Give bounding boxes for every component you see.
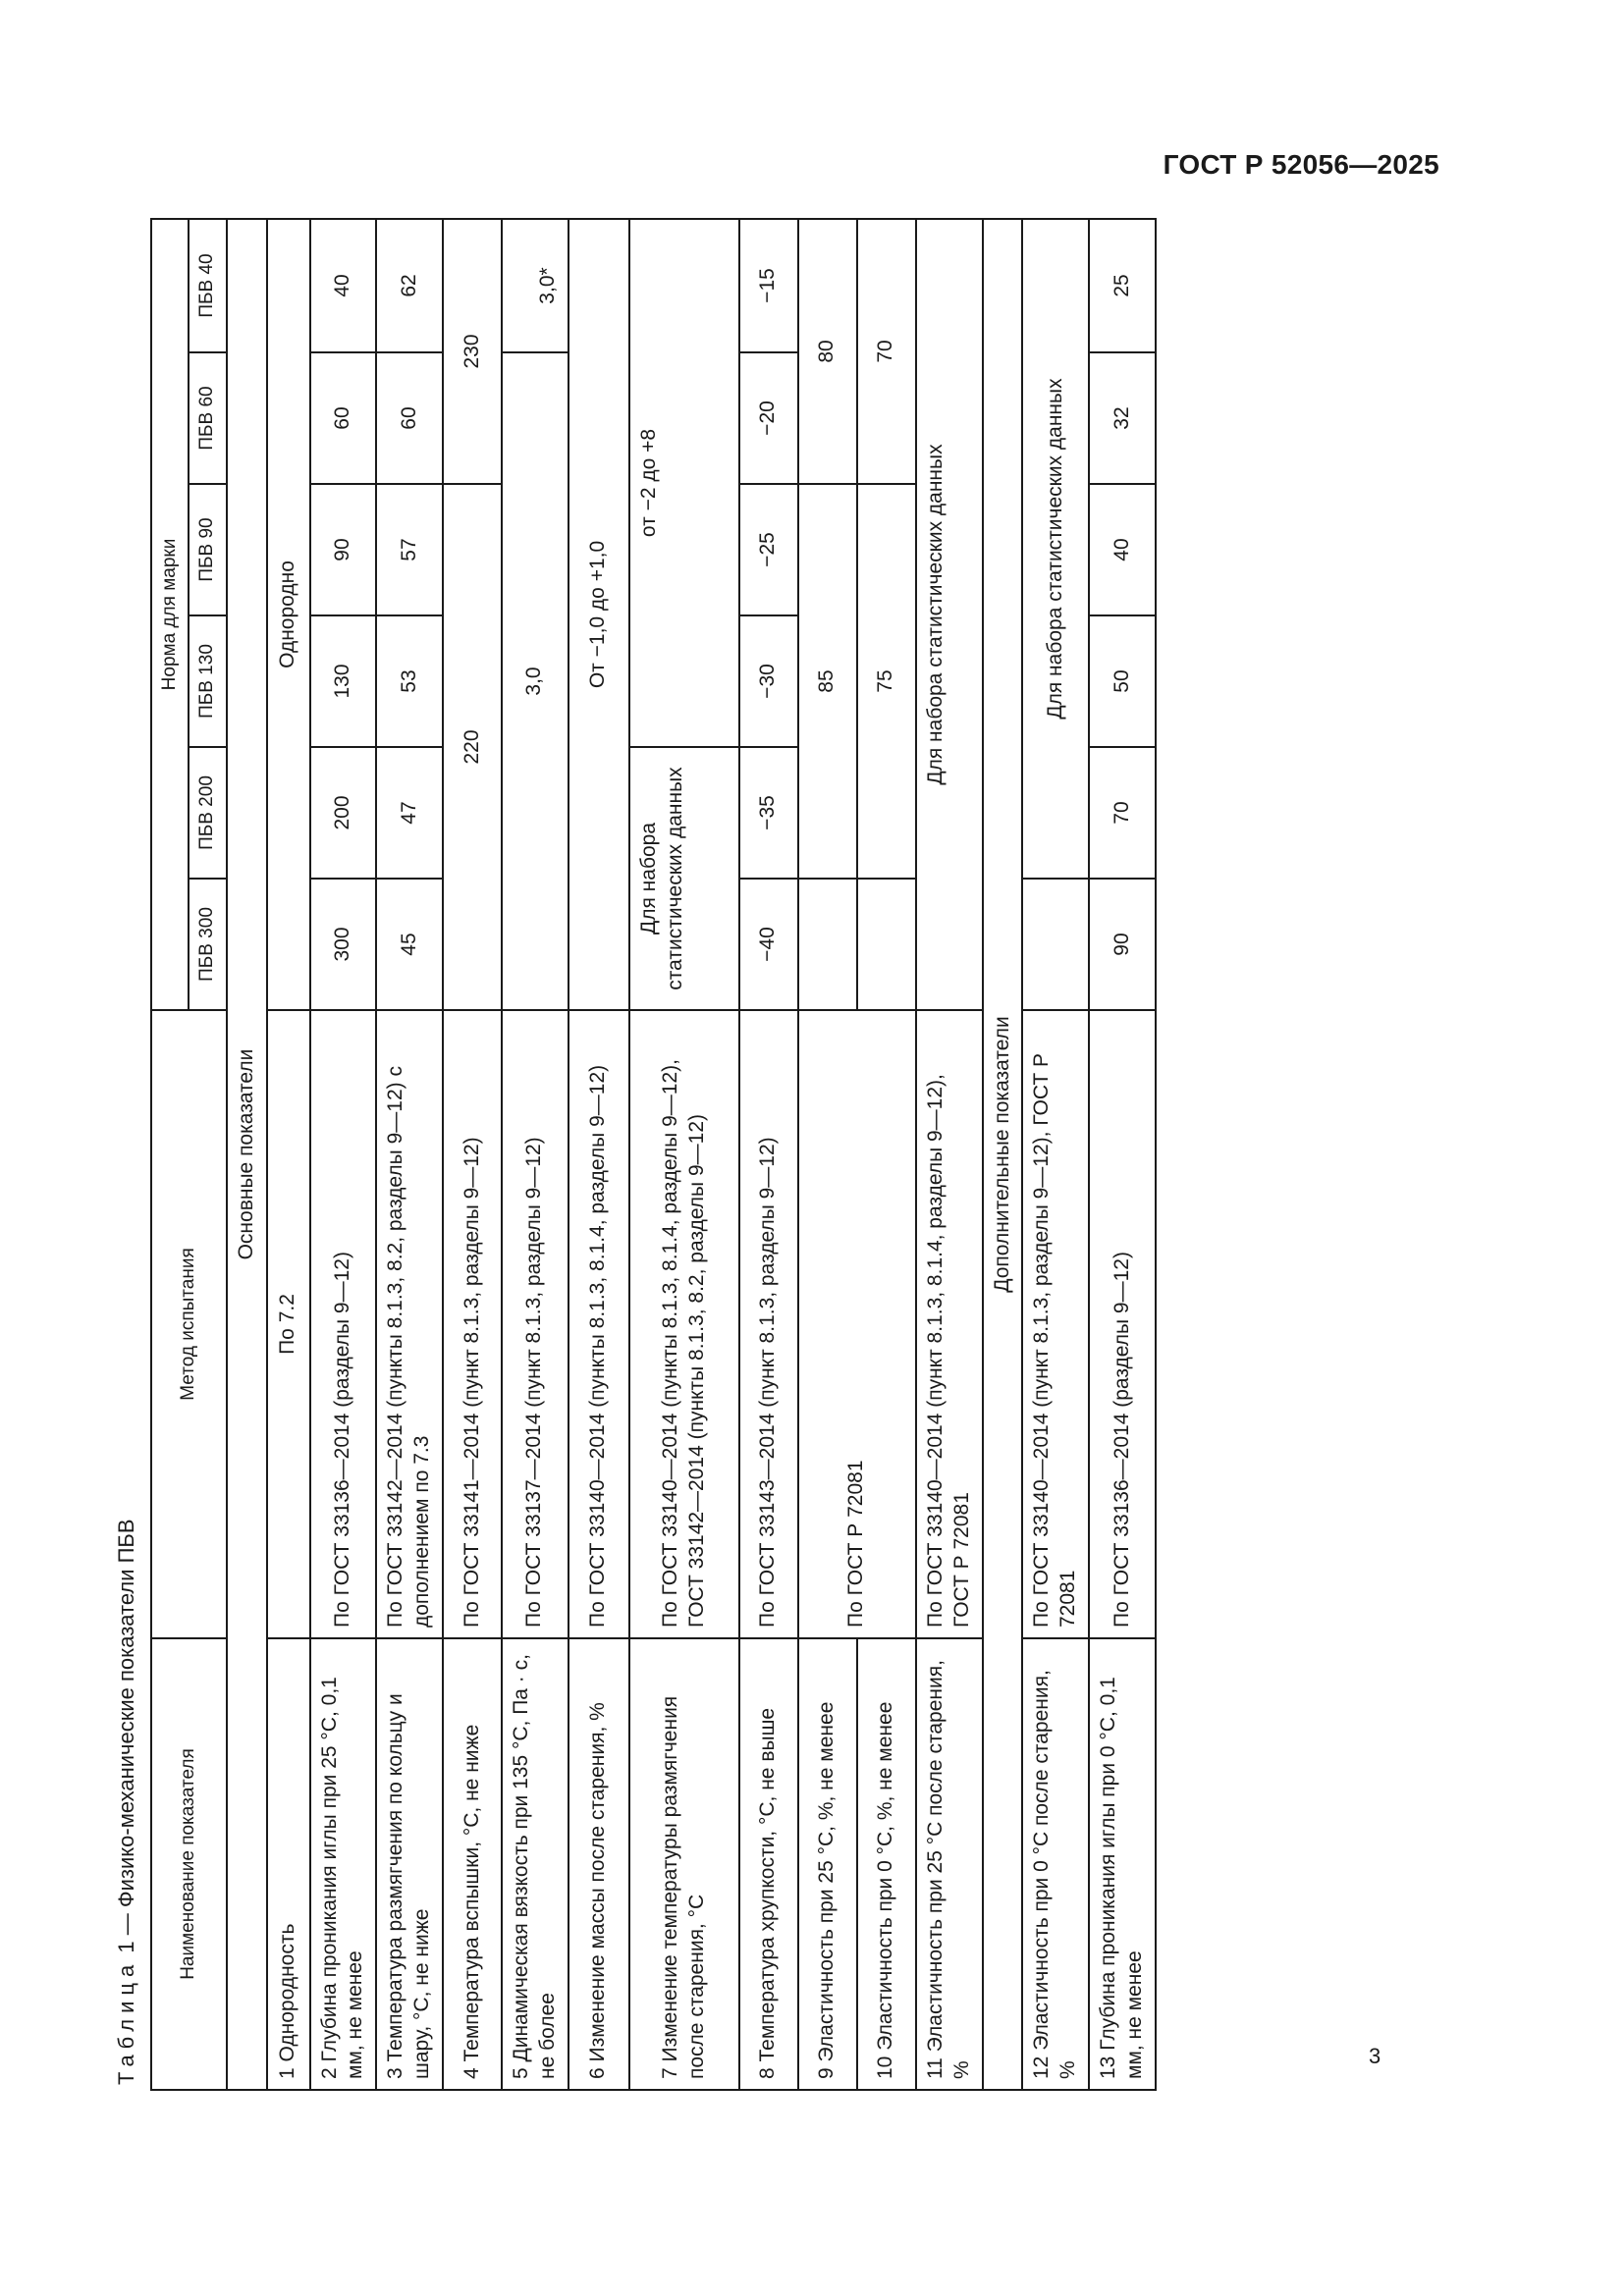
- row-name: 7 Изменение температуры размягчения после старения, °С: [629, 1638, 739, 2090]
- properties-table: [150, 218, 1157, 2091]
- row-value: Однородно: [267, 219, 310, 1010]
- row-name: 1 Однородность: [267, 1638, 310, 2090]
- row-value: 200: [310, 747, 377, 879]
- row-value-blank: [798, 879, 857, 1010]
- table-row: [916, 219, 983, 2090]
- row-value: 40: [310, 219, 377, 352]
- row-method: По ГОСТ 33136—2014 (разделы 9—12): [1089, 1010, 1156, 1638]
- row-value: от −2 до +8: [629, 219, 739, 747]
- row-value: 45: [376, 879, 443, 1010]
- grade-header: ПБВ 130: [189, 615, 226, 747]
- row-name: 13 Глубина проникания иглы при 0 °С, 0,1 мм, не менее: [1089, 1638, 1156, 2090]
- row-name: 8 Температура хрупкости, °С, не выше: [739, 1638, 798, 2090]
- table-row: [376, 219, 443, 2090]
- table-row: [443, 219, 502, 2090]
- row-method: По ГОСТ 33141—2014 (пункт 8.1.3, разделы 9—12): [443, 1010, 502, 1638]
- row-value: 32: [1089, 352, 1156, 484]
- row-value: 130: [310, 615, 377, 747]
- grade-header: ПБВ 90: [189, 484, 226, 615]
- row-name: 5 Динамическая вязкость при 135 °С, Па · с, не более: [502, 1638, 568, 2090]
- row-value: 53: [376, 615, 443, 747]
- grade-header: ПБВ 40: [189, 219, 226, 352]
- row-value: 90: [1089, 879, 1156, 1010]
- row-name: 4 Температура вспышки, °С, не ниже: [443, 1638, 502, 2090]
- col-norm-header: Норма для марки: [151, 219, 189, 1010]
- row-value: Для набора статистических данных: [1022, 219, 1089, 879]
- table-row: [502, 219, 568, 2090]
- row-method: По ГОСТ 33137—2014 (пункт 8.1.3, разделы 9—12): [502, 1010, 568, 1638]
- row-value: Для набора статистических данных: [629, 747, 739, 1010]
- row-method: По ГОСТ 33143—2014 (пункт 8.1.3, разделы 9—12): [739, 1010, 798, 1638]
- section-row: [227, 219, 267, 2090]
- table-row: [310, 219, 377, 2090]
- row-value: 300: [310, 879, 377, 1010]
- table-row: [798, 219, 857, 2090]
- row-value: 25: [1089, 219, 1156, 352]
- row-method: По ГОСТ 33142—2014 (пункты 8.1.3, 8.2, разделы 9—12) с дополнением по 7.3: [376, 1010, 443, 1638]
- section-main-title: Основные показатели: [227, 219, 267, 2090]
- row-value-blank: [1022, 879, 1089, 1010]
- row-value: 70: [1089, 747, 1156, 879]
- row-value: −15: [739, 219, 798, 352]
- caption-label: Таблица: [114, 1958, 138, 2085]
- row-value: 57: [376, 484, 443, 615]
- row-name: 12 Эластичность при 0 °С после старения, %: [1022, 1638, 1089, 2090]
- row-method: По ГОСТ 33140—2014 (пункт 8.1.3, разделы 9—12), ГОСТ Р 72081: [1022, 1010, 1089, 1638]
- row-value: Для набора статистических данных: [916, 219, 983, 1010]
- caption-number: 1: [114, 1941, 138, 1953]
- table-row: [267, 219, 310, 2090]
- row-value: 60: [310, 352, 377, 484]
- row-method: По 7.2: [267, 1010, 310, 1638]
- row-name: 2 Глубина проникания иглы при 25 °С, 0,1 мм, не менее: [310, 1638, 377, 2090]
- row-method: По ГОСТ 33136—2014 (разделы 9—12): [310, 1010, 377, 1638]
- row-method: По ГОСТ Р 72081: [798, 1010, 916, 1638]
- row-value: 80: [798, 219, 857, 484]
- row-value: 50: [1089, 615, 1156, 747]
- row-method: По ГОСТ 33140—2014 (пункты 8.1.3, 8.1.4, разделы 9—12): [568, 1010, 629, 1638]
- row-name: 3 Температура размягчения по кольцу и шару, °С, не ниже: [376, 1638, 443, 2090]
- row-name: 9 Эластичность при 25 °С, %, не менее: [798, 1638, 857, 2090]
- row-value-blank: [857, 879, 916, 1010]
- row-value: 60: [376, 352, 443, 484]
- header-row-1: [151, 219, 189, 2090]
- table-row: [629, 219, 739, 2090]
- col-name-header: Наименование показателя: [151, 1638, 227, 2090]
- row-value: 47: [376, 747, 443, 879]
- grade-header: ПБВ 200: [189, 747, 226, 879]
- row-name: 6 Изменение массы после старения, %: [568, 1638, 629, 2090]
- table-caption: [107, 1519, 146, 2085]
- table-row: [568, 219, 629, 2090]
- row-value: 230: [443, 219, 502, 484]
- row-value: 3,0*: [502, 219, 568, 352]
- row-value: 3,0: [502, 352, 568, 1010]
- row-value: −40: [739, 879, 798, 1010]
- row-value: От −1,0 до +1,0: [568, 219, 629, 1010]
- grade-header: ПБВ 300: [189, 879, 226, 1010]
- row-value: 85: [798, 484, 857, 879]
- row-value: −20: [739, 352, 798, 484]
- table-row: [739, 219, 798, 2090]
- row-method: По ГОСТ 33140—2014 (пункт 8.1.3, 8.1.4, разделы 9—12), ГОСТ Р 72081: [916, 1010, 983, 1638]
- table-row: [1089, 219, 1156, 2090]
- row-value: −30: [739, 615, 798, 747]
- row-value: 90: [310, 484, 377, 615]
- row-value: 75: [857, 484, 916, 879]
- row-value: −25: [739, 484, 798, 615]
- table-row: [1022, 219, 1089, 2090]
- grade-header: ПБВ 60: [189, 352, 226, 484]
- rotated-table-page: [107, 196, 1442, 2091]
- row-name: 10 Эластичность при 0 °С, %, не менее: [857, 1638, 916, 2090]
- row-value: 70: [857, 219, 916, 484]
- row-name: 11 Эластичность при 25 °С после старения, %: [916, 1638, 983, 2090]
- row-value: 220: [443, 484, 502, 1010]
- col-method-header: Метод испытания: [151, 1010, 227, 1638]
- row-value: 62: [376, 219, 443, 352]
- row-value: −35: [739, 747, 798, 879]
- standard-header: ГОСТ Р 52056—2025: [1163, 149, 1439, 180]
- caption-title: — Физико-механические показатели ПБВ: [114, 1519, 138, 1936]
- section-extra-title: Дополнительные показатели: [983, 219, 1023, 2090]
- page-number: 3: [1369, 2044, 1381, 2068]
- row-method: По ГОСТ 33140—2014 (пункты 8.1.3, 8.1.4, разделы 9—12), ГОСТ 33142—2014 (пункты 8.1.3, 8.2, разделы 9—12): [629, 1010, 739, 1638]
- row-value: 40: [1089, 484, 1156, 615]
- section-row: [983, 219, 1023, 2090]
